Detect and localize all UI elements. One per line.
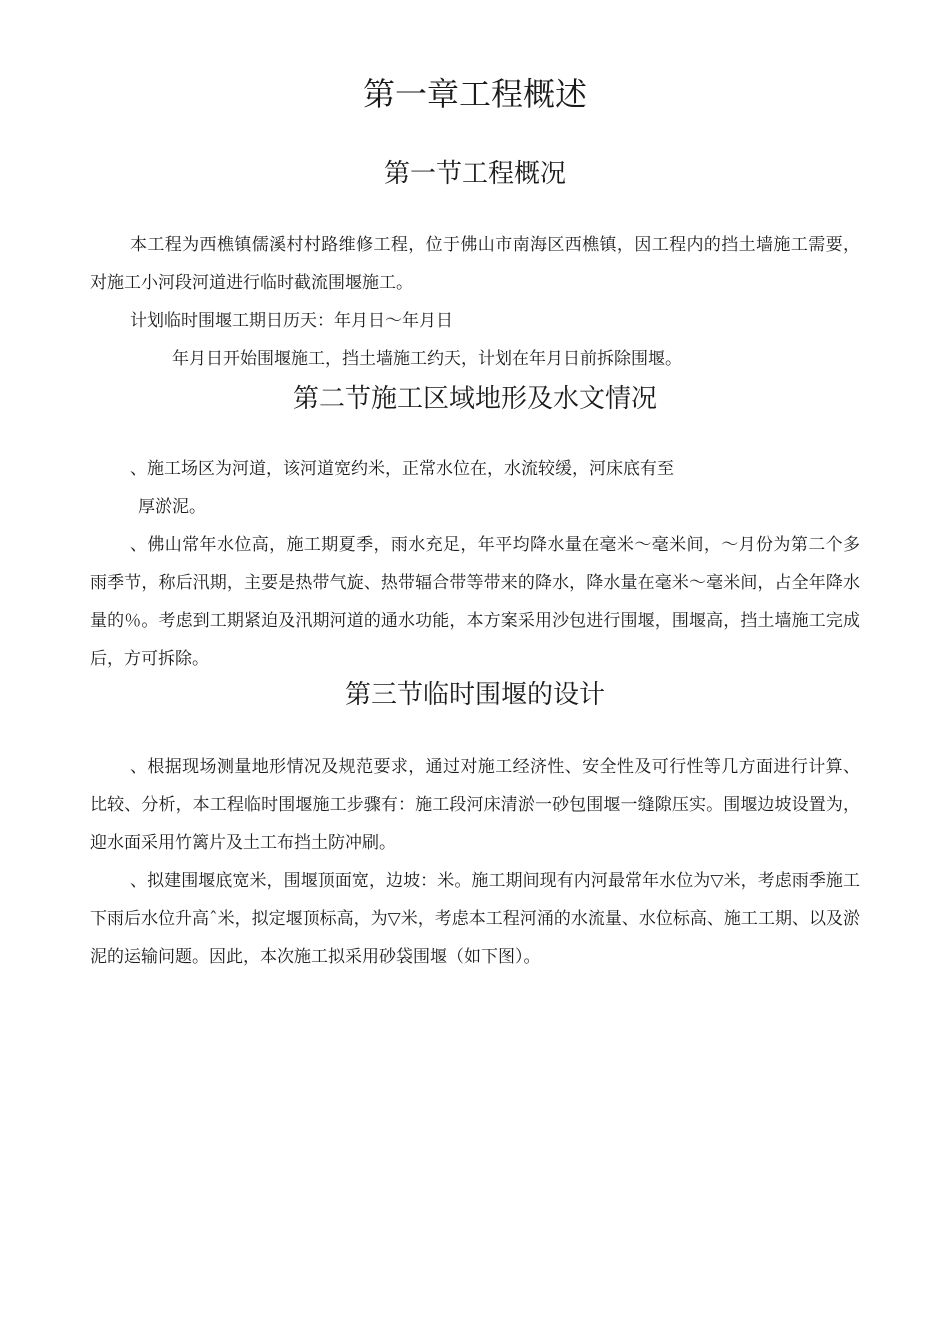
section-2-paragraph-1-line-1: 、施工场区为河道，该河道宽约米，正常水位在，水流较缓，河床底有至 — [130, 459, 674, 479]
section-2-paragraph-1-line-2: 厚淤泥。 — [138, 497, 206, 517]
section-2-title: 第二节施工区域地形及水文情况 — [292, 384, 657, 414]
section-1-paragraph-3: 年月日开始围堰施工，挡土墙施工约天，计划在年月日前拆除围堰。 — [172, 349, 682, 369]
chapter-title: 第一章工程概述 — [362, 75, 587, 113]
section-1-paragraph-1: 本工程为西樵镇儒溪村村路维修工程，位于佛山市南海区西樵镇，因工程内的挡土墙施工需要，对施工小河段河道进行临时截流围堰施工。 — [90, 235, 860, 293]
section-3-title: 第三节临时围堰的设计 — [344, 680, 605, 710]
section-2-paragraph-2: 、佛山常年水位高，施工期夏季，雨水充足，年平均降水量在毫米〜毫米间，〜月份为第二个多雨季节，称后汛期，主要是热带气旋、热带辐合带等带来的降水，降水量在毫米〜毫米间，占全年降水量的％。考虑到工期紧迫及汛期河道的通水功能，本方案采用沙包进行围堰，围堰高，挡土墙施工完成后，方可拆除。 — [90, 535, 860, 669]
section-1-paragraph-2: 计划临时围堰工期日历天：年月日〜年月日 — [130, 311, 453, 331]
section-3-paragraph-2: 、拟建围堰底宽米，围堰顶面宽，边坡：米。施工期间现有内河最常年水位为▽米，考虑雨季施工下雨后水位升高ˆ米，拟定堰顶标高，为▽米，考虑本工程河涌的水流量、水位标高、施工工期、以及淤泥的运输问题。因此，本次施工拟采用砂袋围堰（如下图）。 — [90, 871, 860, 967]
section-1-title: 第一节工程概况 — [383, 159, 566, 189]
section-3-paragraph-1: 、根据现场测量地形情况及规范要求，通过对施工经济性、安全性及可行性等几方面进行计算、比较、分析，本工程临时围堰施工步骤有：施工段河床清淤一砂包围堰一缝隙压实。围堰边坡设置为，迎水面采用竹篱片及土工布挡土防冲刷。 — [90, 757, 860, 853]
